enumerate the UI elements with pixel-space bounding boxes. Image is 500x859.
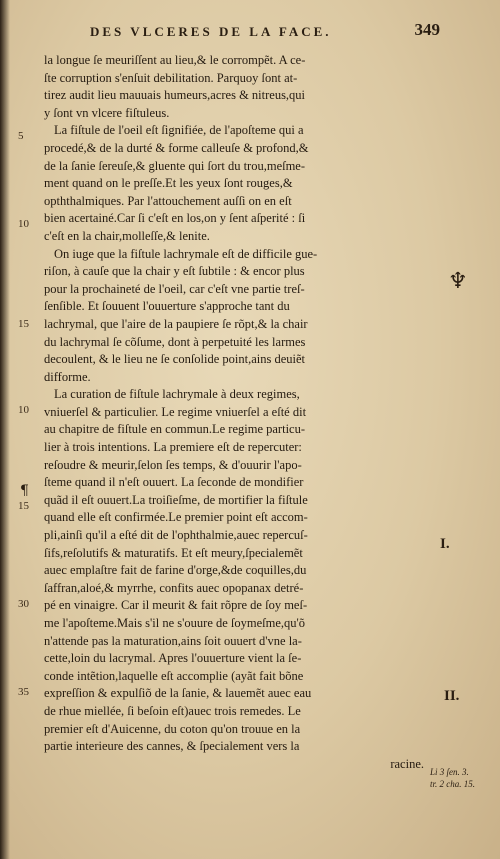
- text-line: partie interieure des cannes, & ſpecialement vers la: [44, 739, 300, 754]
- text-line: ſifs,reſolutifs & maturatifs. Et eſt meury,ſpecialemẽt: [44, 545, 303, 560]
- page-number: 349: [414, 20, 440, 39]
- margin-reference: [430, 766, 475, 790]
- text-line: quand elle eſt confirmée.Le premier point eſt accom-: [44, 510, 308, 525]
- text-line: lachrymal, que l'aire de la paupiere ſe rõpt,& la chair: [44, 316, 308, 331]
- text-line: opththalmiques. Par l'attouchement auſſi on en eſt: [44, 193, 292, 208]
- line-number: 10: [18, 404, 29, 416]
- text-line: La curation de fiſtule lachrymale à deux regimes,: [54, 387, 300, 402]
- text-line: pli,ainſi qu'il a eſté dit de l'ophthalmie,auec repercuſ-: [44, 528, 308, 543]
- text-line: du lachrymal ſe cõſume, dont à perpetuité les larmes: [44, 334, 306, 349]
- text-line: procedé,& de la durté & forme calleuſe & profond,&: [44, 140, 309, 155]
- text-line: ſteme quand il n'eſt ouuert. La ſeconde de mondifier: [44, 475, 304, 490]
- text-line: vniuerſel & particulier. Le regime vniuerſel a eſté dit: [44, 404, 307, 419]
- line-number: 15: [18, 318, 29, 330]
- text-line: reſoudre & meurir,ſelon ſes temps, & d'ouurir l'apo-: [44, 457, 302, 472]
- margin-reference-line2: tr. 2 cha. 15.: [430, 779, 475, 789]
- pilcrow-mark: ¶: [20, 483, 29, 499]
- text-line: ſaffran,aloé,& myrrhe, confits auec opopanax detré-: [44, 580, 304, 595]
- text-line: de la ſanie ſereuſe,& gluente qui ſort du trou,meſme-: [44, 158, 306, 173]
- margin-reference-line1: Li 3 ſen. 3.: [430, 767, 469, 777]
- text-line: expreſſion & expulſiõ de la ſanie, & lauemẽt auec eau: [44, 686, 312, 701]
- text-line: On iuge que la fiſtule lachrymale eſt de difficile gue-: [54, 246, 318, 261]
- text-line: lier à trois intentions. La premiere eſt de repercuter:: [44, 440, 302, 455]
- text-line: auec emplaſtre fait de farine d'orge,&de coquilles,du: [44, 563, 307, 578]
- text-line: de rhue miellée, ſi beſoin eſt)auec trois remedes. Le: [44, 703, 301, 718]
- text-line: me l'apoſteme.Mais s'il ne s'ouure de ſoymeſme,qu'õ: [44, 616, 306, 630]
- margin-roman-1: I.: [440, 536, 450, 552]
- margin-roman-2: II.: [444, 688, 460, 704]
- text-line: ſte corruption s'enſuit debilitation. Parquoy ſont at-: [44, 70, 298, 85]
- text-line: La fiſtule de l'oeil eſt ſignifiée, de l'apoſteme qui a: [54, 123, 304, 138]
- text-line: n'attende pas la maturation,ains ſoit ouuert d'vne la-: [44, 633, 302, 648]
- text-line: cette,loin du lacrymal. Apres l'ouuerture vient la ſe-: [44, 651, 302, 666]
- text-line: ſenſible. Et ſouuent l'ouuerture s'approche tant du: [44, 299, 290, 314]
- text-line: decoulent, & le lieu ne ſe conſolide point,ains deuiẽt: [44, 352, 306, 367]
- text-line: y ſont vn vlcere fiſtuleus.: [44, 105, 170, 120]
- text-line: tirez audit lieu mauuais humeurs,acres & nitreus,qui: [44, 88, 306, 103]
- text-line: racine.: [390, 756, 424, 771]
- page-header: [80, 20, 440, 42]
- text-line: difforme.: [44, 369, 91, 384]
- book-spine-shadow: [0, 0, 10, 859]
- line-number: 5: [18, 130, 24, 142]
- body-text: [44, 52, 424, 773]
- text-line: pour la prochaineté de l'oeil, car c'eſt vne partie treſ-: [44, 281, 305, 296]
- line-number: 15: [18, 500, 29, 512]
- text-line: pé en vinaigre. Car il meurit & fait rõpre de ſoy meſ-: [44, 598, 308, 613]
- text-line: conde intẽtion,laquelle eſt accomplie (ayãt fait bõne: [44, 668, 304, 683]
- caduceus-mark: ♆: [448, 268, 468, 293]
- text-line: riſon, à cauſe que la chair y eſt ſubtile : & encor plus: [44, 264, 305, 279]
- text-line: bien acertainé.Car ſi c'eſt en los,on y ſent aſperité : ſi: [44, 211, 306, 226]
- text-line: la longue ſe meuriſſent au lieu,& le corrompẽt. A ce-: [44, 53, 306, 67]
- text-line: ment quand on le preſſe.Et les yeux ſont rouges,&: [44, 176, 293, 191]
- line-number: 30: [18, 598, 29, 610]
- line-number: 10: [18, 218, 29, 230]
- text-line: quãd il eſt ouuert.La troiſieſme, de mortifier la fiſtule: [44, 492, 308, 507]
- text-line: premier eſt d'Auicenne, du coton qu'on trouue en la: [44, 721, 301, 736]
- text-line: au chapitre de fiſtule en commun.Le regime particu-: [44, 422, 305, 437]
- running-title: DES VLCERES DE LA FACE.: [90, 24, 332, 39]
- text-line: c'eſt en la chair,molleſſe,& lenite.: [44, 228, 210, 243]
- line-number: 35: [18, 686, 29, 698]
